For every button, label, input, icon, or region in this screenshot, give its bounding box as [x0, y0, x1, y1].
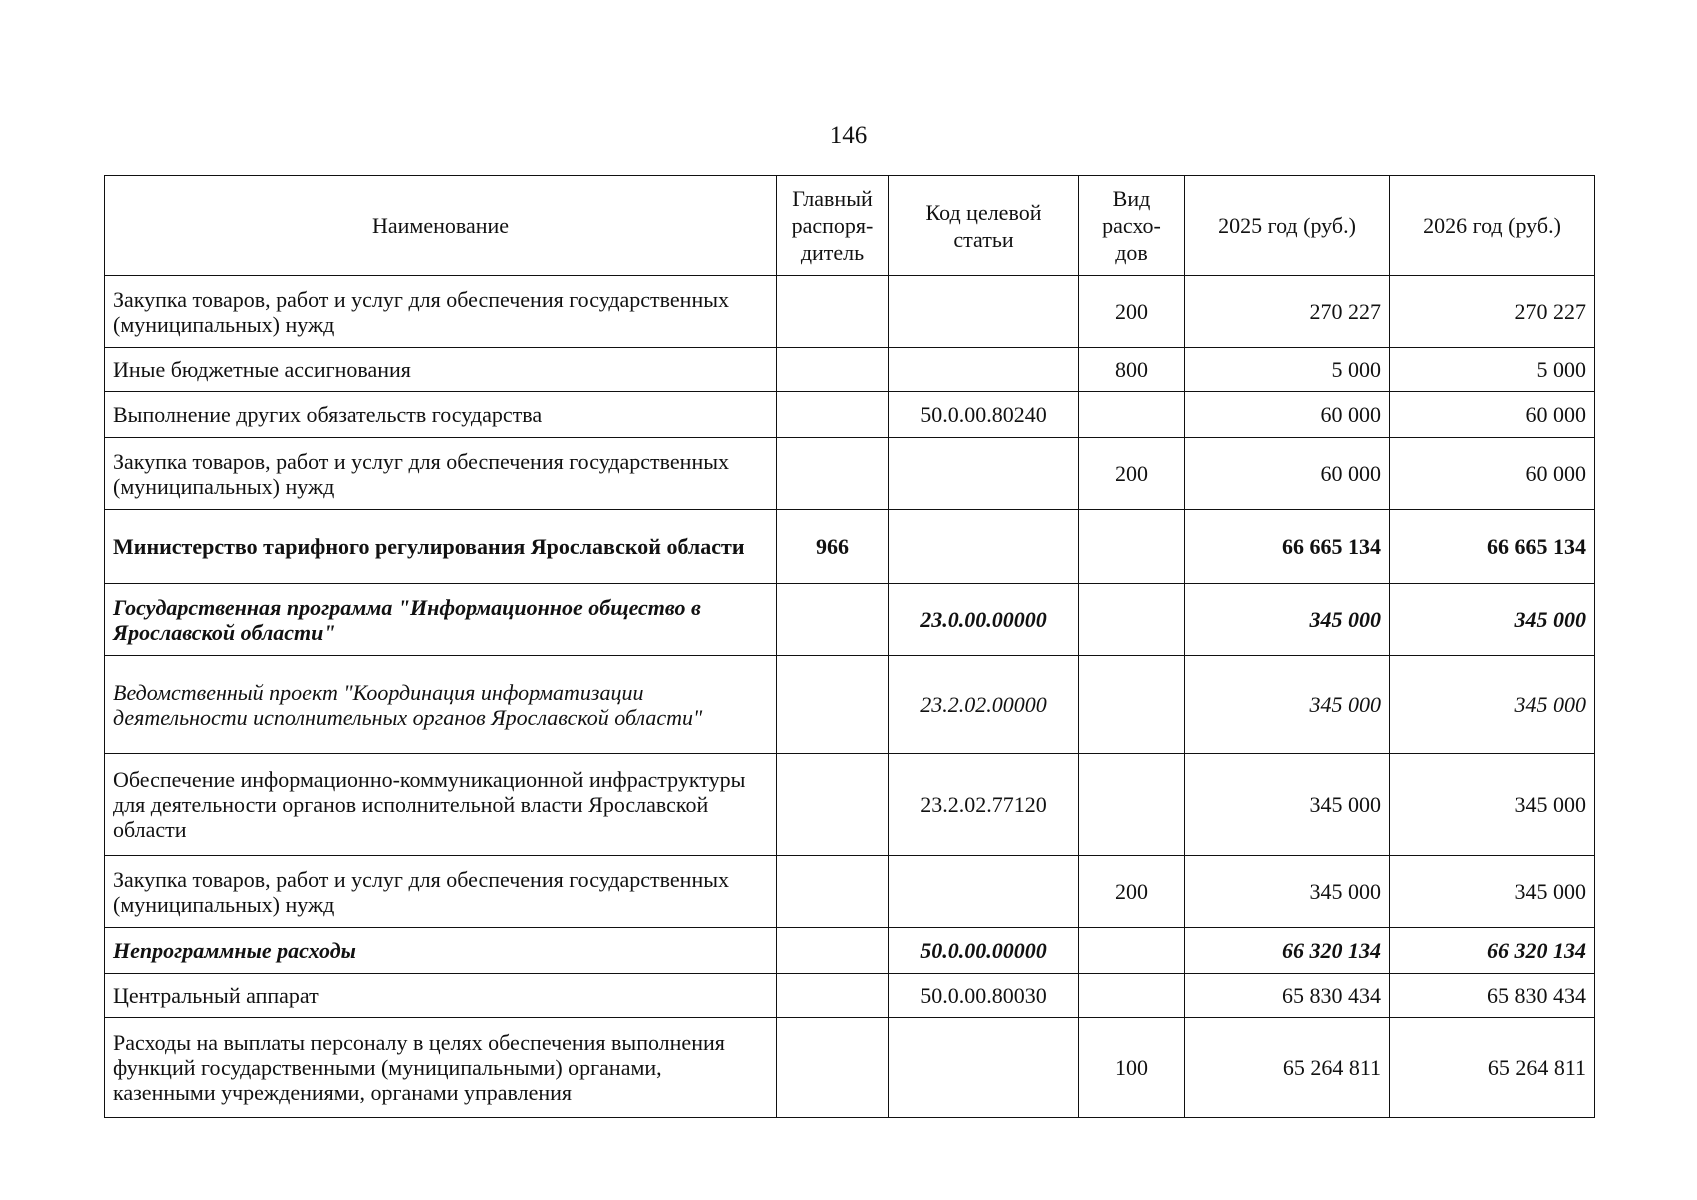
- row-expense-type: [1079, 656, 1185, 754]
- row-amount-2025: 345 000: [1185, 754, 1390, 856]
- row-admin: [777, 276, 889, 348]
- row-expense-type: 200: [1079, 438, 1185, 510]
- row-expense-type: [1079, 392, 1185, 438]
- row-expense-type: 100: [1079, 1018, 1185, 1118]
- table-row: [105, 392, 1595, 438]
- row-expense-type: [1079, 974, 1185, 1018]
- row-name: Центральный аппарат: [105, 974, 777, 1018]
- row-admin: [777, 974, 889, 1018]
- row-amount-2026: 345 000: [1390, 754, 1595, 856]
- row-admin: [777, 928, 889, 974]
- row-amount-2025: 66 320 134: [1185, 928, 1390, 974]
- row-code: [889, 276, 1079, 348]
- row-name: Обеспечение информационно-коммуникационной инфраструктуры для деятельности органов исполнительной власти Ярославской области: [105, 754, 777, 856]
- row-admin: [777, 392, 889, 438]
- page-number: 146: [829, 122, 868, 149]
- table-header-row: [105, 176, 1595, 276]
- row-amount-2026: 66 320 134: [1390, 928, 1595, 974]
- row-expense-type: [1079, 928, 1185, 974]
- row-amount-2025: 66 665 134: [1185, 510, 1390, 584]
- table-row: [105, 276, 1595, 348]
- row-amount-2025: 345 000: [1185, 856, 1390, 928]
- row-name: Иные бюджетные ассигнования: [105, 348, 777, 392]
- row-expense-type: [1079, 510, 1185, 584]
- header-expense-type: Вид расхо-дов: [1079, 176, 1185, 276]
- row-expense-type: [1079, 754, 1185, 856]
- row-code: [889, 1018, 1079, 1118]
- row-expense-type: [1079, 584, 1185, 656]
- row-amount-2025: 65 264 811: [1185, 1018, 1390, 1118]
- row-code: [889, 510, 1079, 584]
- row-admin: [777, 584, 889, 656]
- row-amount-2026: 65 830 434: [1390, 974, 1595, 1018]
- row-amount-2025: 65 830 434: [1185, 974, 1390, 1018]
- row-amount-2025: 5 000: [1185, 348, 1390, 392]
- row-amount-2026: 5 000: [1390, 348, 1595, 392]
- row-name: Непрограммные расходы: [105, 928, 777, 974]
- row-code: 50.0.00.00000: [889, 928, 1079, 974]
- row-name: Выполнение других обязательств государства: [105, 392, 777, 438]
- row-amount-2026: 345 000: [1390, 856, 1595, 928]
- row-admin: [777, 754, 889, 856]
- table-row: [105, 856, 1595, 928]
- table-row: [105, 754, 1595, 856]
- table-row: [105, 510, 1595, 584]
- row-amount-2026: 345 000: [1390, 584, 1595, 656]
- row-admin: [777, 856, 889, 928]
- row-expense-type: 200: [1079, 276, 1185, 348]
- row-code: [889, 438, 1079, 510]
- row-name: Государственная программа "Информационное общество в Ярославской области": [105, 584, 777, 656]
- row-name: Закупка товаров, работ и услуг для обеспечения государственных (муниципальных) нужд: [105, 438, 777, 510]
- row-amount-2026: 345 000: [1390, 656, 1595, 754]
- row-amount-2025: 345 000: [1185, 584, 1390, 656]
- row-admin: [777, 656, 889, 754]
- header-2026: 2026 год (руб.): [1390, 176, 1595, 276]
- row-admin: [777, 438, 889, 510]
- table-row: [105, 584, 1595, 656]
- table-row: [105, 1018, 1595, 1118]
- row-admin: [777, 348, 889, 392]
- row-amount-2026: 65 264 811: [1390, 1018, 1595, 1118]
- row-code: 23.2.02.77120: [889, 754, 1079, 856]
- table-row: [105, 974, 1595, 1018]
- row-name: Закупка товаров, работ и услуг для обеспечения государственных (муниципальных) нужд: [105, 856, 777, 928]
- row-amount-2026: 60 000: [1390, 438, 1595, 510]
- row-code: [889, 348, 1079, 392]
- table-body: [105, 276, 1595, 1118]
- table-row: [105, 928, 1595, 974]
- header-admin: Главный распоря-дитель: [777, 176, 889, 276]
- row-amount-2025: 345 000: [1185, 656, 1390, 754]
- row-expense-type: 200: [1079, 856, 1185, 928]
- row-code: [889, 856, 1079, 928]
- row-amount-2025: 270 227: [1185, 276, 1390, 348]
- row-code: 50.0.00.80240: [889, 392, 1079, 438]
- header-2025: 2025 год (руб.): [1185, 176, 1390, 276]
- header-code: Код целевой статьи: [889, 176, 1079, 276]
- table-row: [105, 438, 1595, 510]
- table-row: [105, 656, 1595, 754]
- row-name: Министерство тарифного регулирования Ярославской области: [105, 510, 777, 584]
- row-name: Расходы на выплаты персоналу в целях обеспечения выполнения функций государственными (муниципальными) органами, казенными учреждениями, органами управления: [105, 1018, 777, 1118]
- row-code: 23.2.02.00000: [889, 656, 1079, 754]
- row-name: Закупка товаров, работ и услуг для обеспечения государственных (муниципальных) нужд: [105, 276, 777, 348]
- header-name: Наименование: [105, 176, 777, 276]
- row-code: 50.0.00.80030: [889, 974, 1079, 1018]
- row-amount-2025: 60 000: [1185, 392, 1390, 438]
- row-admin: [777, 1018, 889, 1118]
- budget-table: [104, 175, 1595, 1118]
- row-code: 23.0.00.00000: [889, 584, 1079, 656]
- row-name: Ведомственный проект "Координация информатизации деятельности исполнительных органов Ярославской области": [105, 656, 777, 754]
- row-amount-2026: 270 227: [1390, 276, 1595, 348]
- row-amount-2025: 60 000: [1185, 438, 1390, 510]
- row-admin: 966: [777, 510, 889, 584]
- row-amount-2026: 60 000: [1390, 392, 1595, 438]
- row-expense-type: 800: [1079, 348, 1185, 392]
- table-row: [105, 348, 1595, 392]
- row-amount-2026: 66 665 134: [1390, 510, 1595, 584]
